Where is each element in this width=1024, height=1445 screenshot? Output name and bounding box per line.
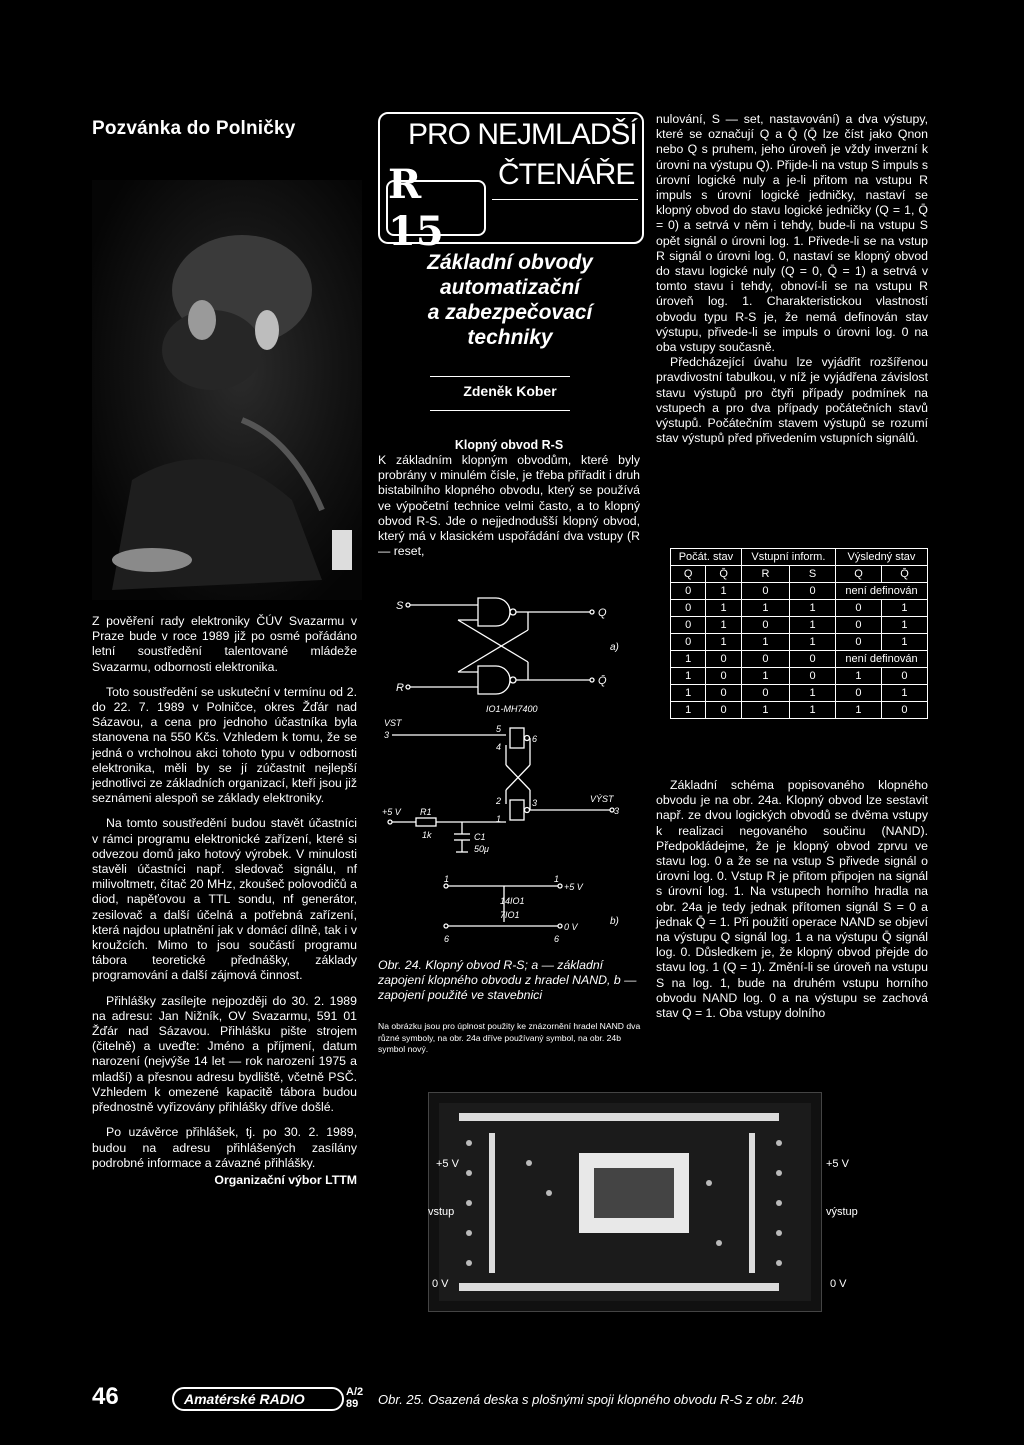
left-paragraph: Po uzávěrce přihlášek, tj. po 30. 2. 1989, budou na adresu přihlášených zasílány podrobné informace a závazné přihlášky. (92, 1125, 357, 1170)
table-cell: 1 (671, 651, 706, 668)
table-cell: 1 (881, 617, 927, 634)
table-cell: 0 (790, 583, 836, 600)
table-cell: 0 (706, 702, 741, 719)
table-cell: 1 (741, 702, 789, 719)
title-line: techniky (467, 326, 553, 349)
label-pin5: 5 (496, 724, 502, 734)
table-cell: 0 (741, 583, 789, 600)
table-header-row (671, 566, 928, 583)
table-header: Q̄ (881, 566, 927, 583)
label-vst-pin: 3 (384, 730, 390, 740)
table-cell: 0 (835, 634, 881, 651)
table-header: Q (835, 566, 881, 583)
label-pin1: 1 (496, 814, 502, 824)
table-group-header: Vstupní inform. (741, 549, 835, 566)
resistor-r1 (416, 818, 436, 826)
table-header: Q̄ (706, 566, 741, 583)
table-cell: 1 (790, 634, 836, 651)
label-vyst: VÝST (590, 794, 614, 804)
table-cell: 1 (671, 702, 706, 719)
left-paragraph: Na tomto soustředění budou stavět účastníci v rámci programu elektronické zařízení, které si odvezou domů jako hotový výrobek. V minulosti stavěli účastníci např. sledovač signálu, nf milivoltmetr, čítač 20 MHz, zkoušeč polovodičů a diod, napěťovou a TTL sondu, nf generátor, zesilovač a další účelná a potřebná zařízení, která najdou uplatnění jak v domácí dílně, tak i v kroužcích. Mimo to jsou součástí programu tábora teoretické přednášky, základy programování a další zájmová činnost. (92, 816, 357, 983)
subheading: Klopný obvod R-S (454, 438, 564, 452)
table-cell: není definován (835, 583, 927, 600)
author: Zdeněk Kober (463, 383, 557, 399)
photo (92, 180, 362, 600)
table-cell: 0 (835, 600, 881, 617)
label-b: b) (610, 916, 619, 927)
pcb-label-vstup: vstup (428, 1206, 455, 1218)
table-cell: 1 (790, 702, 836, 719)
left-paragraph: Z pověření rady elektroniky ČÚV Svazarmu v Praze bude v roce 1989 již po osmé pořádáno letní soustředění talentované mládeže Svazarmu, odbornosti elektronika. (92, 614, 357, 674)
label-b-pin1a: 1 (444, 874, 450, 884)
table-cell: 1 (881, 634, 927, 651)
table-cell: 1 (671, 668, 706, 685)
label-s: S (396, 600, 404, 612)
table-cell: 0 (835, 617, 881, 634)
table-cell: 0 (706, 668, 741, 685)
gate-b-bottom (510, 800, 524, 820)
table-cell: 0 (881, 668, 927, 685)
table-header: Q (671, 566, 706, 583)
table-cell: 1 (790, 600, 836, 617)
table-row (671, 600, 928, 617)
pcb-label-0v-left: 0 V (432, 1278, 449, 1290)
table-cell: 1 (741, 600, 789, 617)
table-row (671, 583, 928, 600)
title-line: a zabezpečovací (427, 301, 593, 324)
table-cell: 1 (741, 668, 789, 685)
table-group-header: Počát. stav (671, 549, 742, 566)
table-cell: 1 (881, 685, 927, 702)
left-paragraph: Toto soustředění se uskuteční v termínu od 2. do 22. 7. 1989 v Polničce, okres Žďár nad Sázavou, a cena pro jednoho účastníka byla stanovena na 550 Kčs. Vzhledem k tomu, že se jedná o vrcholnou akci tohoto typu v odbornosti elektronika, měli by se jí zúčastnit nejlepší jednotlivci ze základních organizací, kteří jsou již seznámeni alespoň se základy elektroniky. (92, 684, 357, 806)
signature: Organizační výbor LTTM (214, 1172, 357, 1187)
label-pin3: 3 (532, 798, 538, 808)
label-q: Q (598, 607, 607, 619)
table-cell: 0 (741, 685, 789, 702)
series-title-line1: PRO NEJMLADŠÍ (408, 118, 637, 151)
table-cell: 0 (790, 668, 836, 685)
label-b-0v: 0 V (564, 922, 578, 932)
photo-image (92, 180, 362, 600)
table-cell: 1 (790, 617, 836, 634)
pcb-label-0v-right: 0 V (830, 1278, 847, 1290)
label-pin6: 6 (532, 734, 538, 744)
table-group-header: Výsledný stav (835, 549, 927, 566)
label-plus5v: +5 V (382, 807, 401, 817)
table-cell: 0 (671, 600, 706, 617)
pcb-label-plus5v-right: +5 V (826, 1158, 849, 1170)
figure-24-note: Na obrázku jsou pro úplnost použity ke znázornění hradel NAND dva různé symboly, na obr. 24a dříve používaný symbol, na obr. 24b symbol nový. (378, 1021, 641, 1054)
label-pin2: 2 (496, 796, 502, 806)
truth-table (670, 548, 928, 719)
pcb-photo (428, 1092, 822, 1312)
author-rule-bottom (430, 410, 570, 411)
table-cell: 0 (881, 702, 927, 719)
left-body (92, 614, 357, 1188)
table-cell: 0 (671, 617, 706, 634)
article-title (392, 250, 628, 350)
label-b-14io1: 14IO1 (500, 896, 525, 906)
table-cell: není definován (835, 651, 927, 668)
table-cell: 1 (835, 702, 881, 719)
magazine-logo: Amatérské RADIO (172, 1387, 344, 1411)
table-row (671, 685, 928, 702)
right-paragraph: Předcházející úvahu lze vyjádřit rozšířenou pravdivostní tabulkou, v níž je vyjádřena závislost stavu výstupů pro čtyři případy podmínek na vstupech a pro dva případy počátečních stavů výstupů. Počátečním stavem výstupů se rozumí stav výstupů před přivedením vstupních signálů. (656, 355, 928, 446)
table-cell: 1 (881, 600, 927, 617)
figure-24-caption: Obr. 24. Klopný obvod R-S; a — základní zapojení klopného obvodu z hradel NAND, b — zapojení použité ve stavebnici (378, 958, 637, 1002)
table-cell: 0 (671, 583, 706, 600)
pcb-image (429, 1093, 821, 1311)
table-cell: 1 (706, 600, 741, 617)
right-body (656, 112, 928, 456)
label-qbar: Q̄ (598, 675, 607, 687)
title-line: automatizační (439, 276, 581, 299)
right-paragraph: nulování, S — set, nastavování) a dva výstupy, které se označují Q a Q̄ (Q̄ lze číst jako Qnon nebo Q s pruhem, jeho úroveň je vždy inverzní k úrovni na výstupu Q). Přijde-li na vstup S impuls s úrovní logické nuly a je-li přitom na vstupu R impuls s úrovní logické jedničky, nastaví se klopný obvod do stavu logické jedničky (Q = 1, Q̄ = 0) a setrvá v něm i tehdy, bude-li na vstupu S opět signál o úrovni log. 1. Přivede-li se na vstup R signál o úrovni log. 0, nastaví se klopný obvod do stavu logické nuly (Q = 0, Q̄ = 1) a setrvá v tomto stavu i tehdy, obnoví-li se na vstupu R úroveň log. 1. Charakteristickou vlastností obvodu typu R-S je, že nemá definován stav výstupu, přivede-li se impuls o úrovni log. 0 na oba vstupy současně. (656, 112, 928, 355)
label-ic: IO1-MH7400 (486, 704, 538, 714)
label-r1: R1 (420, 807, 432, 817)
table-cell: 0 (790, 651, 836, 668)
right-body-2 (656, 778, 928, 1031)
table-cell: 1 (706, 617, 741, 634)
label-r1-value: 1k (422, 830, 432, 840)
gate-nand-bottom (478, 666, 516, 694)
label-b-pin1b: 1 (554, 874, 560, 884)
table-row (671, 634, 928, 651)
label-b-pin6a: 6 (444, 934, 450, 944)
title-line: Základní obvody (427, 251, 593, 274)
table-cell: 1 (706, 634, 741, 651)
label-c1: C1 (474, 832, 486, 842)
gate-nand-top (478, 598, 516, 626)
table-row (671, 617, 928, 634)
table-row (671, 651, 928, 668)
label-pin4: 4 (496, 742, 502, 752)
table-cell: 1 (706, 583, 741, 600)
label-vyst-pin: 3 (614, 806, 620, 816)
gate-b-top (510, 728, 524, 748)
table-cell: 0 (741, 651, 789, 668)
table-cell: 1 (835, 668, 881, 685)
table-cell: 0 (706, 685, 741, 702)
right-paragraph: Základní schéma popisovaného klopného obvodu je na obr. 24a. Klopný obvod lze sestavit např. ze dvou logických obvodů se dvěma vstupy k realizaci negovaného součinu (NAND). Předpokládejme, že je klopný obvod zprvu ve stavu log. 0 a že se na vstup S přivede signál o úrovni log. 0. Vstup R je přitom připojen na signál s úrovní log. 1. Na vstupech horního hradla na obr. 24a je tedy jednak přítomen signál S = 0 a jednak Q̄ = 1. Při použití operace NAND se objeví na výstupu Q signál log. 1 a na výstupu Q̄ signál log. 0. Důsledkem je, že klopný obvod přejde do stavu log. 1 (Q = 1). Změní-li se úroveň na vstupu S na log. 1, bude na druhém vstupu horního obvodu NAND log. 0 a na výstupu se zachová stav Q = 1. Oba vstupy dolního (656, 778, 928, 1021)
author-rule-top (430, 376, 570, 377)
page-number: 46 (92, 1383, 119, 1410)
table-cell: 1 (790, 685, 836, 702)
table-group-header-row (671, 549, 928, 566)
table-cell: 1 (671, 685, 706, 702)
label-b-pin6b: 6 (554, 934, 560, 944)
series-title-line2: ČTENÁŘE (498, 158, 635, 191)
table-cell: 0 (671, 634, 706, 651)
label-c1-value: 50μ (474, 844, 489, 854)
issue-label: A/2 89 (346, 1386, 364, 1410)
article-heading: Pozvánka do Polničky (92, 118, 296, 139)
figure-25-caption: Obr. 25. Osazená deska s plošnými spoji klopného obvodu R-S z obr. 24b (378, 1392, 804, 1407)
table-row (671, 702, 928, 719)
label-b-7io1: 7IO1 (500, 910, 520, 920)
pcb-label-plus5v-left: +5 V (436, 1158, 459, 1170)
label-b-plus5v: +5 V (564, 882, 583, 892)
label-vst: VST (384, 718, 402, 728)
table-cell: 1 (741, 634, 789, 651)
table-cell: 0 (741, 617, 789, 634)
table-header: S (790, 566, 836, 583)
label-a: a) (610, 642, 619, 653)
pcb-label-vystup: výstup (826, 1206, 858, 1218)
left-paragraph: Přihlášky zasílejte nejpozději do 30. 2. 1989 na adresu: Jan Nižník, OV Svazarmu, 591 01 Žďár nad Sázavou. Přihlášku pište strojem (čitelně) a uveďte: Jméno a příjmení, datum narození (nejvýše 14 let — rok narození 1975 a mladší) a přesnou adresu bydliště, včetně PSČ. Vzhledem k omezené kapacitě tábora budou přednostně vyřizovány přihlášky dříve došlé. (92, 993, 357, 1115)
table-row (671, 668, 928, 685)
figure-24-schematic (378, 590, 640, 950)
table-header: R (741, 566, 789, 583)
middle-body: K základním klopným obvodům, které byly probrány v minulém čísle, je třeba přiřadit i druh bistabilního klopného obvodu, který se používá ve výpočetní technice velmi často, a to klopný obvod R-S. Jde o nejjednodušší klopný obvod, který má v klasickém uspořádání dva vstupy (R — reset, (378, 453, 640, 559)
table-cell: 0 (706, 651, 741, 668)
table-cell: 0 (835, 685, 881, 702)
series-rule (492, 199, 638, 200)
series-logo: R 15 (386, 180, 486, 236)
label-r: R (396, 682, 404, 694)
